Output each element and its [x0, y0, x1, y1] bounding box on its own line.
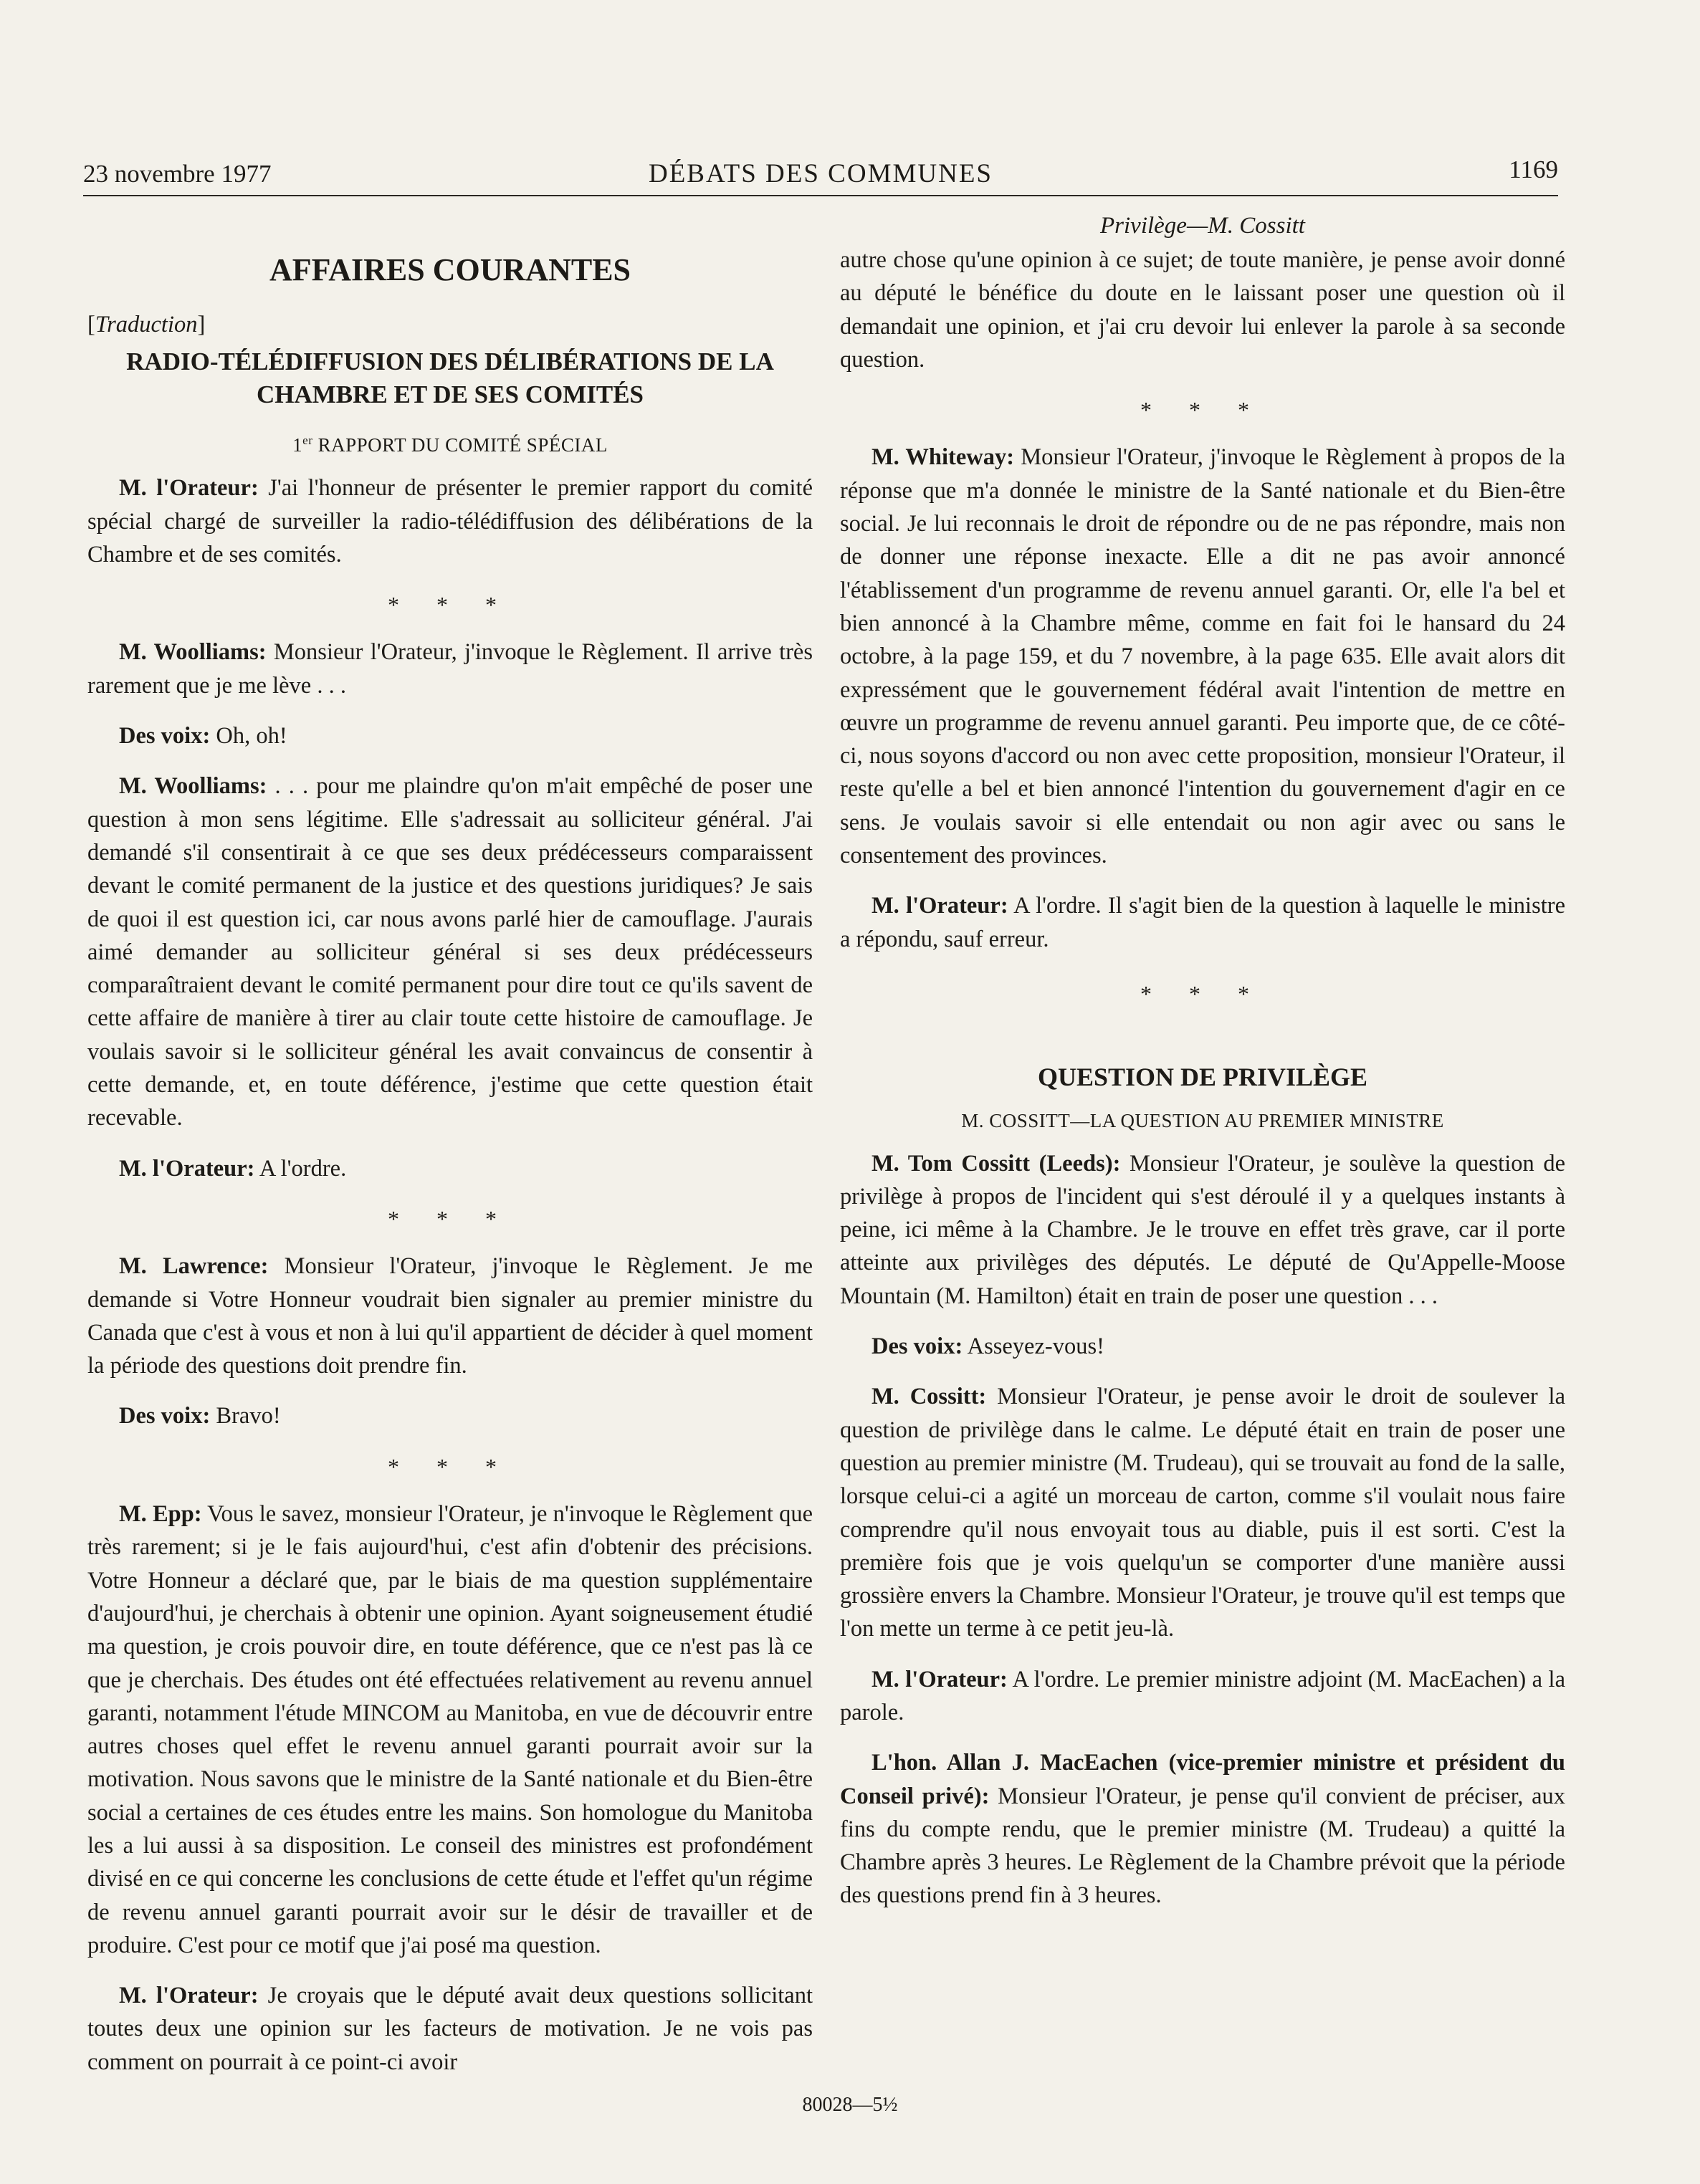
speech-paragraph: M. Woolliams: Monsieur l'Orateur, j'invoque le Règlement. Il arrive très rarement que je me lève . . .: [87, 639, 813, 699]
speaker-name: Des voix:: [872, 1333, 963, 1360]
speaker-name: M. l'Orateur:: [119, 475, 259, 502]
speaker-name: M. l'Orateur:: [119, 1155, 255, 1182]
report-heading: 1er RAPPORT DU COMITÉ SPÉCIAL: [292, 434, 608, 456]
speaker-name: L'hon. Allan J. MacEachen (vice-premier ministre et président du Conseil privé):: [840, 1750, 1565, 1809]
speaker-name: M. Woolliams:: [119, 773, 267, 800]
left-column: [87, 208, 813, 2096]
speaker-name: Des voix:: [119, 1403, 211, 1429]
page-header: [83, 152, 1558, 196]
translation-label: [Traduction]: [87, 312, 206, 337]
speaker-name: M. l'Orateur:: [872, 893, 1008, 919]
question-subtitle: M. COSSITT—LA QUESTION AU PREMIER MINISTRE: [961, 1109, 1444, 1131]
speech-paragraph: M. l'Orateur: J'ai l'honneur de présenter le premier rapport du comité spécial chargé de surveiller la radio-télédiffusion des délibérations de la Chambre et de ses comités.: [87, 475, 813, 567]
header-title: DÉBATS DES COMMUNES: [648, 159, 993, 188]
speaker-name: M. Tom Cossitt (Leeds):: [872, 1150, 1121, 1177]
running-head: Privilège—M. Cossitt: [1100, 213, 1305, 239]
separator-stars: * * *: [388, 1453, 512, 1480]
speech-paragraph: M. Tom Cossitt (Leeds): Monsieur l'Orateur, je soulève la question de privilège à propos de l'incident qui s'est déroulé il y a quelques instants à peine, ici même à la Chambre. Je le trouve en effet très grave, car il porte atteinte aux privilèges des députés. Le député de Qu'Appelle-Moose Mountain (M. Hamilton) était en train de poser une question . . .: [840, 1150, 1565, 1309]
page-footer-code: 80028—5½: [802, 2094, 898, 2116]
speaker-name: M. Lawrence:: [119, 1253, 269, 1280]
speech-paragraph: M. Lawrence: Monsieur l'Orateur, j'invoque le Règlement. Je me demande si Votre Honneur voudrait bien signaler au premier ministre du Canada que c'est à vous et non à lui qu'il appartient de décider à quel moment la période des questions doit prendre fin.: [87, 1253, 813, 1379]
speech-paragraph: M. Cossitt: Monsieur l'Orateur, je pense avoir le droit de soulever la question de privilège dans le calme. Le député était en train de poser une question au premier ministre (M. Trudeau), qui se trouvait au fond de la salle, lorsque celui-ci a agité un morceau de carton, comme s'il voulait nous faire comprendre qu'il nous envoyait tous au diable, puis il est sorti. C'est la première fois que je vois quelqu'un se comporter d'une manière aussi grossière envers la Chambre. Monsieur l'Orateur, je trouve qu'il est temps que l'on mette un terme à ce petit jeu-là.: [840, 1384, 1565, 1642]
speaker-name: M. l'Orateur:: [872, 1666, 1008, 1692]
speaker-name: M. Epp:: [119, 1501, 202, 1528]
speech-paragraph: L'hon. Allan J. MacEachen (vice-premier ministre et président du Conseil privé): Monsieur l'Orateur, je pense qu'il convient de préciser, aux fins du compte rendu, que le premier ministre (M. Trudeau) a quitté la Chambre après 3 heures. Le Règlement de la Chambre prévoit que la période des questions prend fin à 3 heures.: [840, 1750, 1566, 1909]
separator-stars: * * *: [1140, 980, 1265, 1007]
separator-stars: * * *: [1140, 397, 1265, 423]
speaker-name: M. Cossitt:: [872, 1384, 987, 1410]
speech-paragraph: Des voix: Bravo!: [119, 1403, 281, 1429]
section-title: AFFAIRES COURANTES: [269, 252, 631, 287]
speech-paragraph: Des voix: Asseyez-vous!: [872, 1333, 1104, 1360]
speech-paragraph: autre chose qu'une opinion à ce sujet; de toute manière, je pense avoir donné au député le bénéfice du doute en le laissant poser une question où il demandait une opinion, et j'ai cru devoir lui enlever la parole à sa seconde question.: [840, 247, 1565, 373]
subject-title: RADIO-TÉLÉDIFFUSION DES DÉLIBÉRATIONS DE LA CHAMBRE ET DE SES COMITÉS: [126, 348, 774, 409]
speech-paragraph: M. l'Orateur: A l'ordre.: [119, 1155, 347, 1182]
header-date: 23 novembre 1977: [83, 160, 272, 188]
speaker-name: M. Whiteway:: [872, 444, 1015, 471]
speech-paragraph: Des voix: Oh, oh!: [119, 723, 287, 749]
separator-stars: * * *: [388, 1205, 512, 1232]
header-page-number: 1169: [1509, 155, 1558, 183]
speech-paragraph: M. Woolliams: . . . pour me plaindre qu'on m'ait empêché de poser une question à mon sens légitime. Elle s'adressait au solliciteur général. J'ai demandé s'il consentirait à ce que ses deux prédécesseurs comparaissent devant le comité permanent de la justice et des questions juridiques? Je sais de quoi il est question ici, car nous avons parlé hier de camouflage. J'aurais aimé demander au solliciteur général si ses deux prédécesseurs comparaîtraient devant le comité permanent pour dire tout ce qu'ils savent de cette affaire de manière à tirer au clair toute cette histoire de camouflage. Je voulais savoir si le solliciteur général les avait convaincus de consentir à cette demande, et, en toute déférence, j'estime que cette question était recevable.: [87, 773, 813, 1131]
separator-stars: * * *: [388, 592, 512, 618]
speech-paragraph: M. l'Orateur: A l'ordre. Le premier ministre adjoint (M. MacEachen) a la parole.: [840, 1666, 1566, 1725]
speech-paragraph: M. Whiteway: Monsieur l'Orateur, j'invoque le Règlement à propos de la réponse que m'a donnée le ministre de la Santé nationale et du Bien-être social. Je lui reconnais le droit de répondre ou de ne pas répondre, mais non de donner une réponse inexacte. Elle a dit ne pas avoir annoncé l'établissement d'un programme de revenu annuel garanti. Or, elle l'a bel et bien annoncé à la Chambre même, comme en fait foi le hansard du 24 octobre, à la page 159, et du 7 novembre, à la page 635. Elle avait alors dit expressément que le gouvernement fédéral avait l'intention de mettre en œuvre un programme de revenu annuel garanti. Peu importe que, de ce côté-ci, nous soyons d'accord ou non avec cette proposition, monsieur l'Orateur, il reste qu'elle a bel et bien annoncé l'intention du gouvernement d'agir en ce sens. Je voulais savoir si elle entendait ou non agir avec ou sans le consentement des provinces.: [840, 444, 1566, 869]
speaker-name: M. l'Orateur:: [119, 1983, 259, 2009]
speech-paragraph: M. l'Orateur: A l'ordre. Il s'agit bien de la question à laquelle le ministre a répondu, sauf erreur.: [840, 893, 1566, 952]
speech-paragraph: M. Epp: Vous le savez, monsieur l'Orateur, je n'invoque le Règlement que très rarement; si je le fais aujourd'hui, c'est afin d'obtenir des précisions. Votre Honneur a déclaré que, par le biais de ma question supplémentaire d'aujourd'hui, je cherchais à obtenir une opinion. Ayant soigneusement étudié ma question, je crois pouvoir dire, en toute déférence, que ce n'est pas là ce que je cherchais. Des études ont été effectuées relativement au revenu annuel garanti, notamment l'étude MINCOM au Manitoba, en vue de découvrir entre autres choses quel effet le revenu annuel garanti pourrait avoir sur la motivation. Nous savons que le ministre de la Santé nationale et du Bien-être social a certaines de ces études entre les mains. Son homologue du Manitoba les a lui aussi à sa disposition. Le conseil des ministres est profondément divisé en ce qui concerne les conclusions de cette étude et l'effet qu'un régime de revenu annuel garanti pourrait avoir sur le désir de travailler et de produire. C'est pour ce motif que j'ai posé ma question.: [87, 1501, 813, 1958]
speech-paragraph: M. l'Orateur: Je croyais que le député avait deux questions sollicitant toutes deux une opinion sur les facteurs de motivation. Je ne vois pas comment on pourrait à ce point-ci avoir: [87, 1983, 813, 2075]
right-column: [840, 209, 1565, 1930]
speaker-name: M. Woolliams:: [119, 639, 267, 666]
question-title: QUESTION DE PRIVILÈGE: [1037, 1063, 1368, 1092]
speaker-name: Des voix:: [119, 723, 211, 749]
